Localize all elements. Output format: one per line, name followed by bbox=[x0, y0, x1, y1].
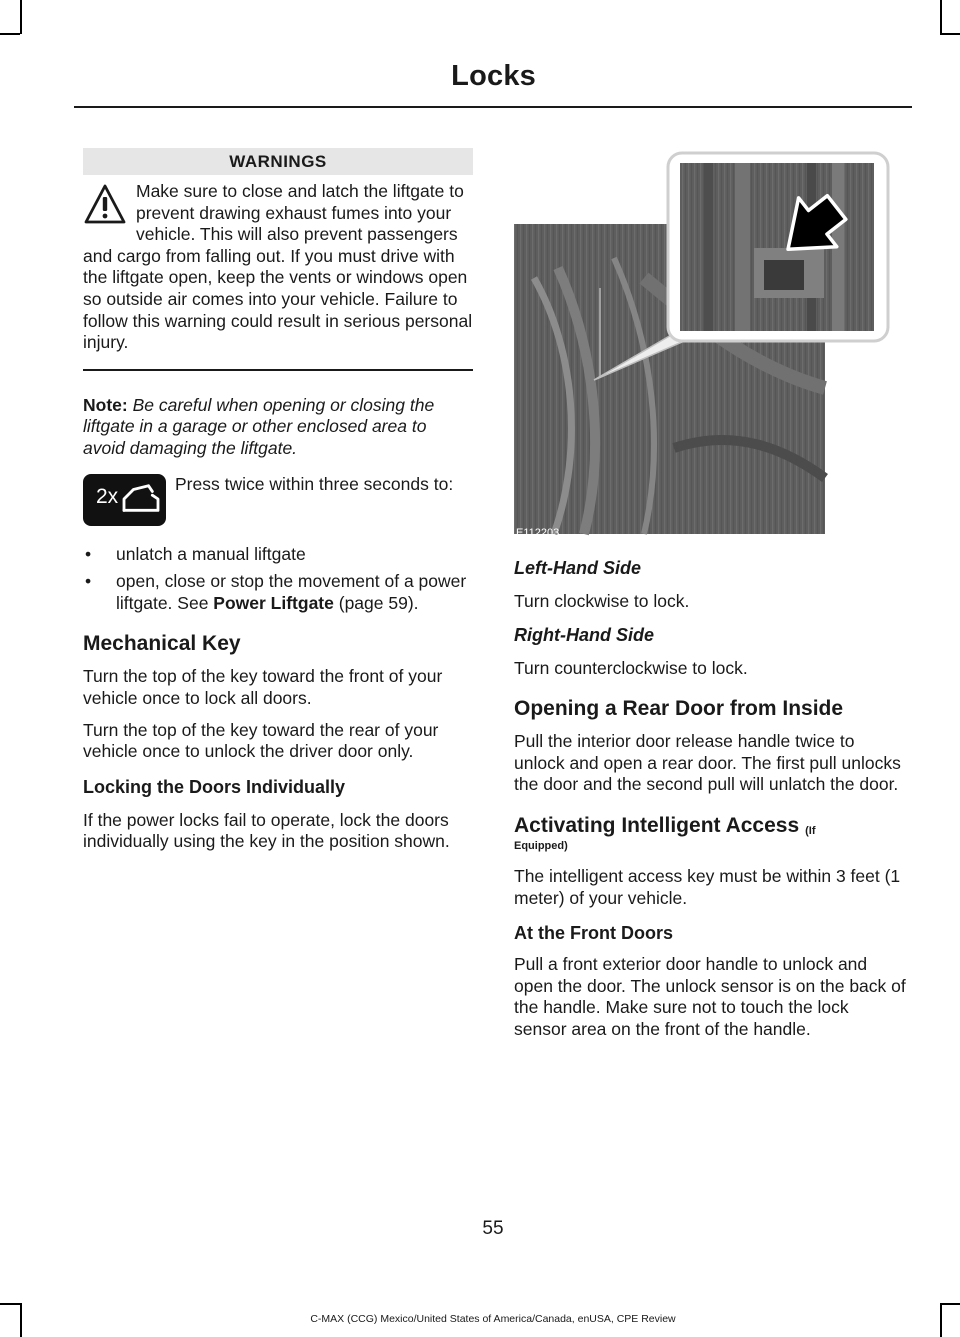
if-equipped-label: (If bbox=[805, 824, 816, 837]
mechanical-key-heading: Mechanical Key bbox=[83, 632, 241, 656]
note-text: Be careful when opening or closing the liftgate in a garage or other enclosed area to avoid damaging the liftgate. bbox=[83, 394, 435, 458]
liftgate-open-icon bbox=[120, 482, 162, 516]
intelligent-access-heading: Activating Intelligent Access (If bbox=[514, 813, 816, 837]
note-label: Note: bbox=[83, 394, 128, 415]
right-column bbox=[514, 558, 906, 1041]
liftgate-button-icon-label: 2x bbox=[96, 484, 119, 508]
mechanical-key-p1: Turn the top of the key toward the front of your vehicle once to lock all doors. bbox=[83, 666, 443, 708]
list-item: • open, close or stop the movement of a power liftgate. See Power Liftgate (page 59). bbox=[83, 571, 473, 614]
page-title: Locks bbox=[451, 60, 536, 92]
warning-triangle-icon bbox=[83, 183, 127, 227]
crop-mark bbox=[940, 1303, 960, 1305]
locking-individually-text: If the power locks fail to operate, lock the doors individually using the key in the position shown. bbox=[83, 809, 450, 852]
liftgate-button-row bbox=[83, 474, 473, 530]
front-doors-heading: At the Front Doors bbox=[514, 923, 673, 944]
front-doors-text: Pull a front exterior door handle to unlock and open the door. The unlock sensor is on the back of the handle. Make sure not to touch the lock sensor area on the front of the handle. bbox=[514, 954, 906, 1039]
left-hand-heading: Left-Hand Side bbox=[514, 558, 642, 578]
crop-mark bbox=[0, 1303, 20, 1305]
mechanical-key-p2: Turn the top of the key toward the rear of your vehicle once to unlock the driver door only. bbox=[83, 719, 439, 762]
footer-text: C-MAX (CCG) Mexico/United States of America/Canada, enUSA, CPE Review bbox=[310, 1313, 676, 1325]
crop-mark bbox=[940, 33, 960, 35]
crop-mark bbox=[20, 0, 22, 34]
figure-code: E112203 bbox=[516, 527, 560, 538]
list-item: • unlatch a manual liftgate bbox=[83, 544, 473, 566]
liftgate-button-icon bbox=[83, 474, 166, 526]
equipped-label: Equipped) bbox=[514, 839, 568, 852]
rear-door-heading: Opening a Rear Door from Inside bbox=[514, 697, 844, 721]
warning-box bbox=[83, 181, 473, 354]
door-lock-figure bbox=[514, 148, 914, 538]
right-hand-text: Turn counterclockwise to lock. bbox=[514, 657, 748, 678]
warnings-heading: WARNINGS bbox=[83, 148, 473, 175]
warning-text: Make sure to close and latch the liftgate to prevent drawing exhaust fumes into your vehicle. This will also prevent passengers and cargo from falling out. If you must drive with the liftgate open, keep the vents or windows open so outside air comes into your vehicle. Failure to follow this warning could result in serious personal injury. bbox=[83, 181, 473, 353]
rear-door-text: Pull the interior door release handle twice to unlock and open a rear door. The first pull unlocks the door and the second pull will unlatch the door. bbox=[514, 731, 901, 795]
warning-rule bbox=[83, 369, 473, 371]
locking-individually-heading: Locking the Doors Individually bbox=[83, 776, 346, 797]
liftgate-button-text: Press twice within three seconds to: bbox=[175, 473, 454, 494]
right-hand-heading: Right-Hand Side bbox=[514, 624, 654, 645]
intelligent-access-text: The intelligent access key must be within 3 feet (1 meter) of your vehicle. bbox=[514, 865, 901, 908]
crop-mark bbox=[940, 0, 942, 34]
page-number: 55 bbox=[482, 1218, 504, 1239]
power-liftgate-link[interactable]: Power Liftgate bbox=[213, 592, 334, 613]
left-hand-text: Turn clockwise to lock. bbox=[514, 591, 690, 611]
title-rule bbox=[74, 106, 912, 108]
bullet-list bbox=[83, 544, 473, 615]
note bbox=[83, 395, 473, 460]
crop-mark bbox=[0, 33, 20, 35]
left-column bbox=[83, 148, 473, 853]
